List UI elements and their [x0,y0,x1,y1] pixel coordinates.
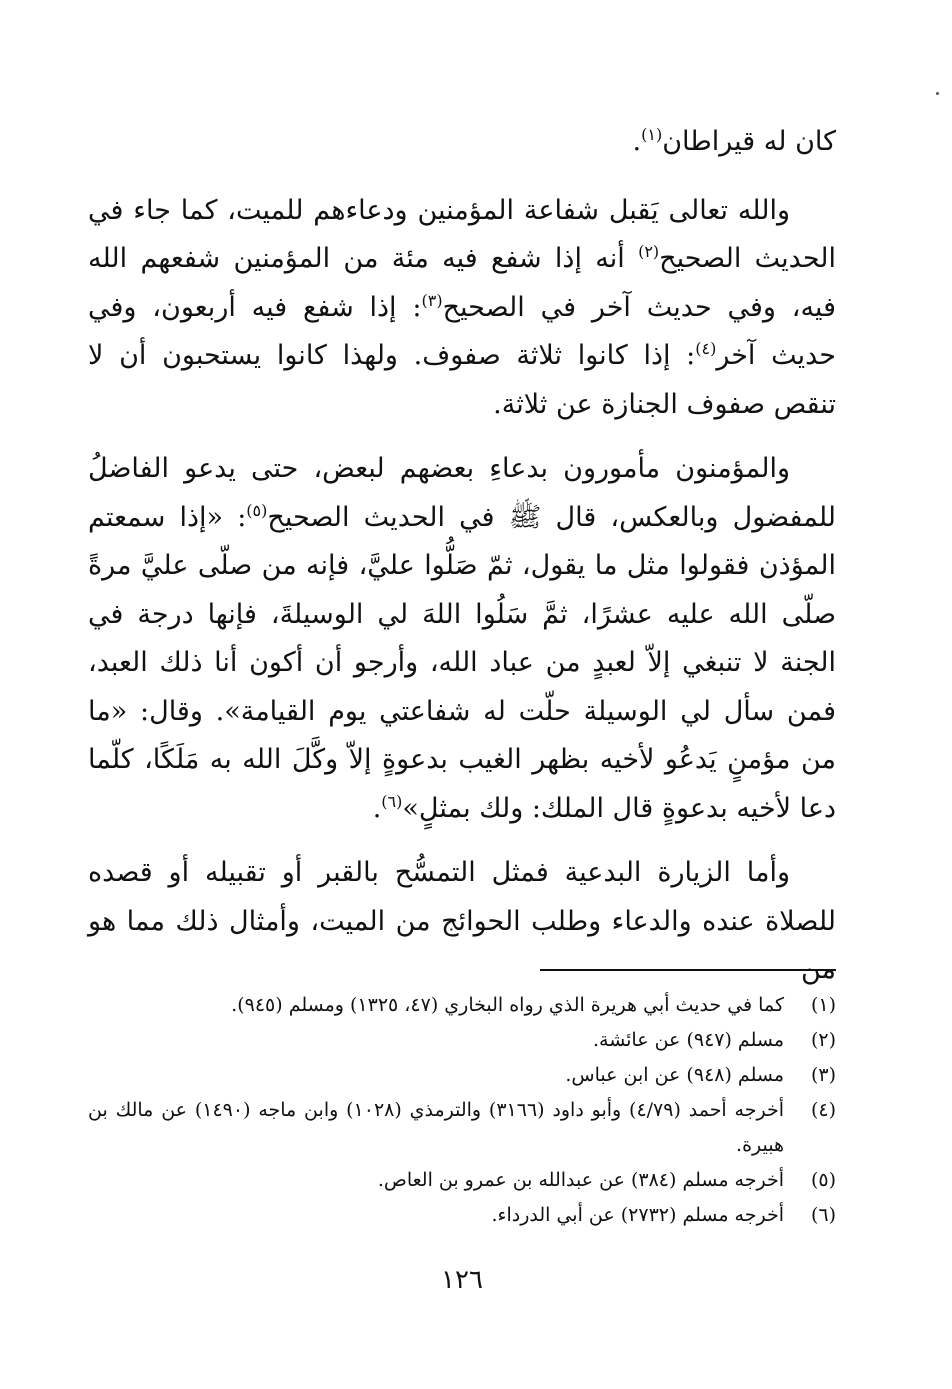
footnote-number: (٣) [810,1064,836,1086]
footnote-ref-5[interactable]: (٥) [246,500,268,520]
footnote-text: أخرجه أحمد (٤/٧٩) وأبو داود (٣١٦٦) والترمذي (١٠٢٨) وابن ماجه (١٤٩٠) عن مالك بن هبيرة. [88,1099,784,1156]
footnote-number: (٦) [810,1204,836,1226]
footnote-text: كما في حديث أبي هريرة الذي رواه البخاري (٤٧، ١٣٢٥) ومسلم (٩٤٥). [231,994,784,1016]
scan-speck [936,92,939,95]
paragraph-4-text: وأما الزيارة البدعية فمثل التمسُّح بالقبر أو تقبيله أو قصده للصلاة عنده والدعاء وطلب الحوائج من الميت، وأمثال ذلك مما هو من [88,857,836,985]
paragraph-3 [88,445,836,833]
paragraph-3-end: . [372,792,382,824]
footnote-ref-1[interactable]: (١) [641,125,663,144]
footnote-text: مسلم (٩٤٨) عن ابن عباس. [565,1064,784,1086]
footnote-divider [540,969,836,971]
book-page [88,118,836,1389]
footnote-number: (٥) [810,1169,836,1191]
paragraph-3-part-2: : «إذا سمعتم المؤذن فقولوا مثل ما يقول، ثمّ صَلُّوا عليَّ، فإنه من صلّى عليَّ مرةً صلّى الله عليه عشرًا، ثمَّ سَلُوا اللهَ لي الوسيلةَ، فإنها درجة في الجنة لا تنبغي إلاّ لعبدٍ من عباد الله، وأرجو أن أكون أنا ذلك العبد، فمن سأل لي الوسيلة حلّت له شفاعتي يوم القيامة». وقال: «ما من مؤمنٍ يَدعُو لأخيه بظهر الغيب بدعوةٍ إلاّ وكَّلَ الله به مَلَكًا، كلّما دعا لأخيه بدعوةٍ قال الملك: ولك بمثلٍ» [88,501,836,824]
footnote-text: أخرجه مسلم (٣٨٤) عن عبدالله بن عمرو بن العاص. [377,1169,784,1191]
paragraph-3-part-1: والمؤمنون مأمورون بدعاءِ بعضهم لبعض، حتى يدعو الفاضلُ للمفضول وبالعكس، قال ﷺ في الحديث الصحيح [88,453,836,533]
footnote-item [88,1093,836,1163]
page-number: ١٢٦ [441,1265,483,1295]
footnote-item [88,988,836,1023]
paragraph-2-part-1: والله تعالى يَقبل شفاعة المؤمنين ودعاءهم للميت، كما جاء في الحديث الصحيح [88,194,836,274]
paragraph-1 [88,118,836,167]
footnote-number: (٤) [810,1099,836,1121]
paragraph-1-text: كان له قيراطان [662,126,836,157]
paragraph-2-part-2: أنه إذا شفع فيه مئة من المؤمنين شفعهم الله فيه، وفي حديث آخر في الصحيح [88,243,836,323]
footnote-item [88,1058,836,1093]
paragraph-1-end: . [632,126,642,157]
footnote-ref-3[interactable]: (٣) [421,290,443,310]
paragraph-4 [88,849,836,995]
paragraph-2-part-3: : إذا شفع فيه أربعون، وفي حديث آخر [88,291,837,371]
footnote-item [88,1198,836,1233]
footnote-item [88,1163,836,1198]
footnote-ref-6[interactable]: (٦) [381,791,403,811]
footnote-ref-2[interactable]: (٢) [638,242,660,261]
footnote-item [88,1023,836,1058]
footnote-number: (٢) [810,1029,836,1051]
footnote-ref-4[interactable]: (٤) [695,339,717,358]
paragraph-2-part-4: : إذا كانوا ثلاثة صفوف. ولهذا كانوا يستحبون أن لا تنقص صفوف الجنازة عن ثلاثة. [88,340,836,420]
footnotes-list [88,988,836,1233]
footnote-text: مسلم (٩٤٧) عن عائشة. [592,1029,784,1051]
paragraph-2 [88,187,836,430]
footnote-text: أخرجه مسلم (٢٧٣٢) عن أبي الدرداء. [491,1204,784,1226]
footnote-number: (١) [810,994,836,1016]
